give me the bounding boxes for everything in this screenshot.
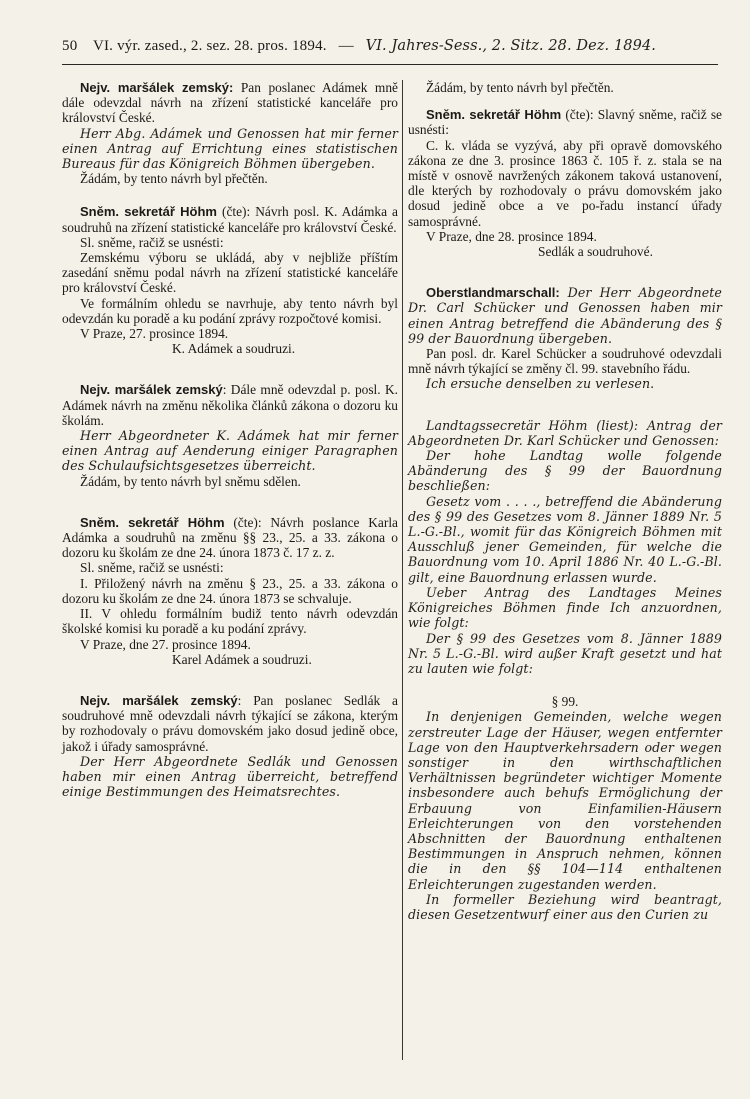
speaker-label: Nejv. maršálek zemský xyxy=(80,382,223,398)
paragraph: II. V ohledu formálním budiž tento návrh odevzdán školské komisi ku poradě a ku podání zprávy. xyxy=(62,606,398,637)
paragraph: Sněm. sekretář Höhm (čte): Slavný sněme, račiž se usnésti: xyxy=(408,107,722,138)
paragraph-german: Herr Abg. Adámek und Genossen hat mir ferner einen Antrag auf Errichtung eines statistischen Bureaus für das Königreich Böhmen übergeben. xyxy=(62,125,398,172)
paragraph: C. k. vláda se vyzývá, aby při opravě domovského zákona ze dne 3. prosince 1863 č. 105 ř. z. stala se na místě v osnově navržených zákonem taková ustanovení, dle kterých by rozhodovaly o právu domovském jako dosud jedině obce a ve po-řadu instancí úřady samosprávné. xyxy=(408,137,722,229)
paragraph-german: Herr Abgeordneter K. Adámek hat mir ferner einen Antrag auf Aenderung einiger Paragraphen des Schulaufsichtsgesetzes überreicht. xyxy=(62,428,398,474)
speaker-label: Oberstlandmarschall: xyxy=(426,285,560,301)
date-line: V Praze, 27. prosince 1894. xyxy=(80,326,229,342)
speaker-label: Nejv. maršálek zemský: xyxy=(80,80,234,95)
column-divider xyxy=(402,80,403,1060)
paragraph-german: Ich ersuche denselben zu verlesen. xyxy=(426,376,655,392)
paragraph: Žádám, by tento návrh byl přečtěn. xyxy=(80,171,268,187)
paragraph: I. Přiložený návrh na změnu § 23., 25. a 33. zákona o dozoru ku školám ze dne 24. února 1873 se schvaluje. xyxy=(62,575,398,606)
date-line: V Praze, dne 27. prosince 1894. xyxy=(80,636,251,652)
paragraph: Žádám, by tento návrh byl přečtěn. xyxy=(426,80,614,95)
signature: Karel Adámek a soudruzi. xyxy=(172,651,312,667)
signature: Sedlák a soudruhové. xyxy=(538,244,653,260)
paragraph: Ve formálním ohledu se navrhuje, aby tento návrh byl odevzdán ku poradě a ku podání zprávy rozpočtové komisi. xyxy=(62,295,398,326)
paragraph: Zemskému výboru se ukládá, aby v nejbliže příštím zasedání sněmu podal návrh na zřízení statistické kanceláře pro království České. xyxy=(62,250,398,296)
speaker-label: Nejv. maršálek zemský xyxy=(80,692,238,708)
left-column xyxy=(62,80,398,799)
paragraph-german: Der hohe Landtag wolle folgende Abänderung des § 99 der Bauordnung beschließen: xyxy=(408,448,722,494)
paragraph-german: Landtagssecretär Höhm (liest): Antrag der Abgeordneten Dr. Karl Schücker und Genossen: xyxy=(408,417,722,448)
paragraph-german: In formeller Beziehung wird beantragt, diesen Gesetzentwurf einer aus den Curien zu xyxy=(408,891,722,922)
paragraph-german: Ueber Antrag des Landtages Meines Königreiches Böhmen finde Ich anzuordnen, wie folgt: xyxy=(408,584,722,631)
paragraph-german: In denjenigen Gemeinden, welche wegen zerstreuter Lage der Häuser, wegen entfernter Lage von den Hauptverkehrsadern oder wegen sonstiger in den wirthschaftlichen Verhältnissen begründeter wichtiger Momente insbesondere auch behufs Ermöglichung der Erbauung von Einfamilien-Häusern Erleichterungen von den vorstehenden Abschnitten der Bauordnung enthaltenen Bestimmungen in Anspruch nehmen, können die in den §§ 104—114 enthaltenen Erleichterungen zugestanden werden. xyxy=(408,709,722,892)
paragraph: Nejv. maršálek zemský: Dále mně odevzdal p. posl. K. Adámek návrh na změnu několika článků zákona o dozoru ku školám. xyxy=(62,382,398,428)
paragraph: Sněm. sekretář Höhm (čte): Návrh poslance Karla Adámka a soudruhů na změnu §§ 23., 25. a 33. zákona o dozoru ku školám ze dne 24. února 1873 č. 17 z. z. xyxy=(62,514,398,561)
page-number: 50 xyxy=(62,38,78,54)
paragraph: Pan posl. dr. Karel Schücker a soudruhové odevzdali mně návrh týkající se změny čl. 99. stavebního řádu. xyxy=(408,346,722,377)
right-column xyxy=(408,80,722,922)
paragraph: Žádám, by tento návrh byl sněmu sdělen. xyxy=(80,473,301,489)
paragraph-german: Der Herr Abgeordnete Sedlák und Genossen haben mir einen Antrag überreicht, betreffend einige Bestimmungen des Heimatsrechtes. xyxy=(62,753,398,800)
signature: K. Adámek a soudruzi. xyxy=(172,341,296,357)
paragraph: Sněm. sekretář Höhm (čte): Návrh posl. K. Adámka a soudruhů na zřízení statistické kanceláře pro království České. xyxy=(62,204,398,235)
header-rule xyxy=(62,64,718,65)
paragraph: Sl. sněme, račiž se usnésti: xyxy=(80,234,224,250)
section-heading: § 99. xyxy=(551,694,579,710)
paragraph: Oberstlandmarschall: Der Herr Abgeordnete Dr. Carl Schücker und Genossen haben mir einen Antrag betreffend die Abänderung des § 99 der Bauordnung übergeben. xyxy=(408,285,722,346)
speaker-label: Sněm. sekretář Höhm xyxy=(426,107,562,123)
german-running-title: VI. Jahres-Sess., 2. Sitz. 28. Dez. 1894. xyxy=(365,38,656,54)
paragraph: Nejv. maršálek zemský: Pan poslanec Adámek mně dále odevzdal návrh na zřízení statistické kanceláře pro království České. xyxy=(62,80,398,126)
paragraph-german: Gesetz vom . . . ., betreffend die Abänderung des § 99 des Gesetzes vom 8. Jänner 1889 Nr. 5 L.-G.-Bl., womit für das Königreich Böhmen mit Ausschluß jener Gemeinden, für welche die Bauordnung vom 10. April 1886 Nr. 40 L.-G.-Bl. gilt, eine Bauordnung erlassen wurde. xyxy=(408,493,722,585)
paragraph: Nejv. maršálek zemský: Pan poslanec Sedlák a soudruhové mně odevzdali návrh týkající se zákona, kterým by rozhodovaly o právu domovském jako dosud jedině obce, jakož i úřady samosprávné. xyxy=(62,692,398,754)
speaker-label: Sněm. sekretář Höhm xyxy=(80,514,225,530)
paragraph-german: Der § 99 des Gesetzes vom 8. Jänner 1889 Nr. 5 L.-G.-Bl. wird außer Kraft gesetzt und hat zu lauten wie folgt: xyxy=(408,630,722,676)
speaker-label: Sněm. sekretář Höhm xyxy=(80,204,217,220)
paragraph: Sl. sněme, račiž se usnésti: xyxy=(80,560,224,576)
date-line: V Praze, dne 28. prosince 1894. xyxy=(426,228,597,244)
running-header xyxy=(62,38,722,55)
header-separator: — xyxy=(338,38,354,54)
czech-running-title: VI. výr. zased., 2. sez. 28. pros. 1894. xyxy=(92,38,327,54)
